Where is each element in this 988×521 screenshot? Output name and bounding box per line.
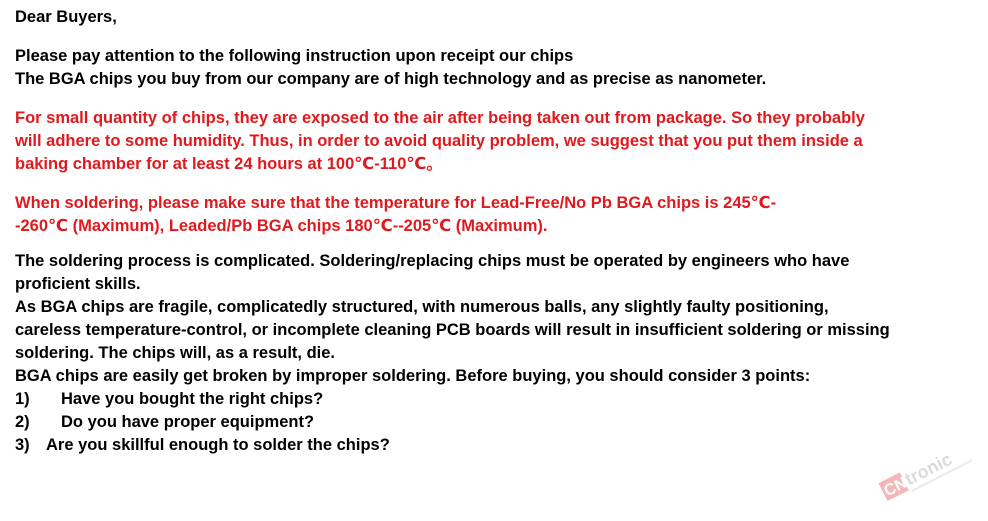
humidity-warning-line-1: For small quantity of chips, they are exposed to the air after being taken out from package. So they probably [15, 109, 865, 127]
list-item-text: Have you bought the right chips? [61, 390, 324, 408]
temperature-warning-line-1: When soldering, please make sure that the temperature for Lead-Free/No Pb BGA chips is 245℃- [15, 194, 777, 212]
consideration-points-list [15, 388, 980, 457]
spacer [15, 91, 980, 107]
greeting: Dear Buyers, [15, 8, 117, 26]
list-item-text: Do you have proper equipment? [61, 413, 315, 431]
list-item-number: 2) [15, 413, 30, 431]
process-line-3: As BGA chips are fragile, complicatedly structured, with numerous balls, any slightly faulty positioning, [15, 298, 829, 316]
intro-line-2: The BGA chips you buy from our company are of high technology and as precise as nanometer. [15, 70, 767, 88]
list-item [15, 411, 980, 434]
list-item [15, 388, 980, 411]
process-line-4: careless temperature-control, or incomplete cleaning PCB boards will result in insufficient soldering or missing [15, 321, 890, 339]
watermark-prefix-text: CN [881, 474, 910, 501]
process-line-6: BGA chips are easily get broken by improper soldering. Before buying, you should consider 3 points: [15, 367, 811, 385]
humidity-warning-line-3: baking chamber for at least 24 hours at 100℃-110℃。 [15, 155, 443, 173]
spacer [15, 176, 980, 192]
humidity-warning [15, 107, 980, 176]
temperature-warning-line-2: -260℃ (Maximum), Leaded/Pb BGA chips 180℃--205℃ (Maximum). [15, 217, 548, 235]
process-line-2: proficient skills. [15, 275, 141, 293]
list-item [15, 434, 980, 457]
instruction-letter [15, 6, 980, 457]
list-item-number: 1) [15, 390, 30, 408]
temperature-warning [15, 192, 980, 238]
spacer [15, 29, 980, 45]
list-item-number: 3) [15, 436, 30, 454]
process-line-1: The soldering process is complicated. Soldering/replacing chips must be operated by engineers who have [15, 252, 850, 270]
soldering-process-notes [15, 250, 980, 388]
spacer [15, 238, 980, 250]
process-line-5: soldering. The chips will, as a result, die. [15, 344, 336, 362]
watermark-suffix-text: tronic [901, 448, 956, 490]
humidity-warning-line-2: will adhere to some humidity. Thus, in order to avoid quality problem, we suggest that you put them inside a [15, 132, 863, 150]
intro-line-1: Please pay attention to the following instruction upon receipt our chips [15, 47, 574, 65]
list-item-text: Are you skillful enough to solder the chips? [46, 436, 390, 454]
